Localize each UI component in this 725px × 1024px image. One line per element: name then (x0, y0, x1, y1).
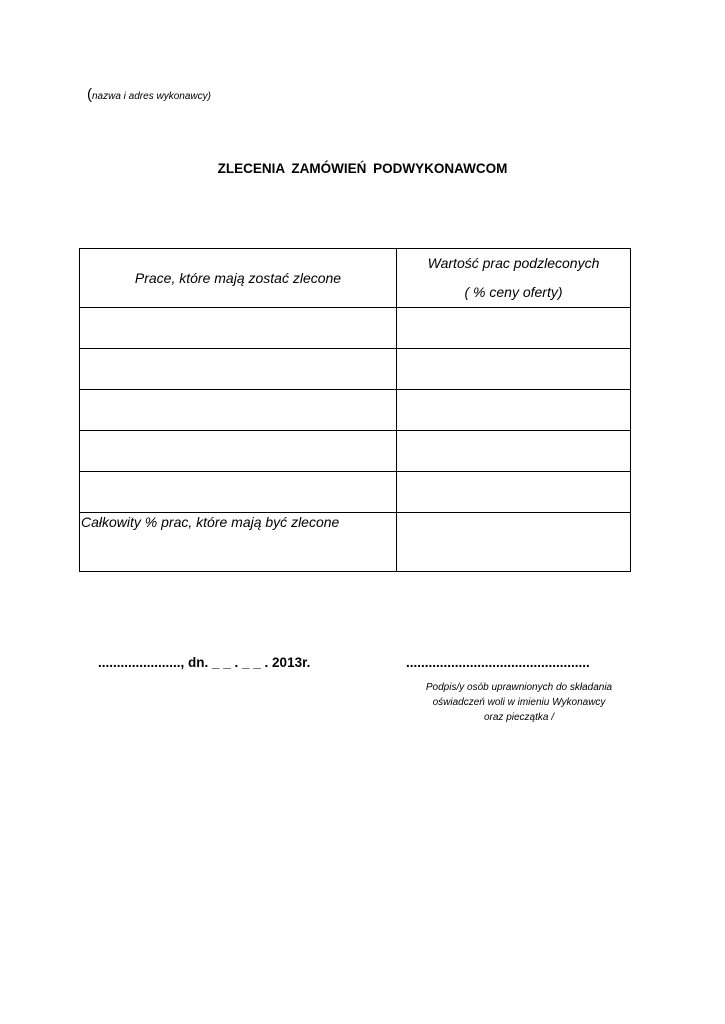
work-cell[interactable] (80, 431, 397, 472)
value-cell[interactable] (397, 349, 631, 390)
contractor-name-address-note (87, 86, 211, 103)
value-cell[interactable] (397, 390, 631, 431)
table-total-row (80, 513, 631, 572)
document-title: ZLECENIA ZAMÓWIEŃ PODWYKONAWCOM (217, 161, 508, 176)
work-cell[interactable] (80, 390, 397, 431)
signature-line: ................................................. (406, 655, 590, 670)
subcontract-table (79, 248, 631, 572)
table-row (80, 308, 631, 349)
value-cell[interactable] (397, 308, 631, 349)
header-value-line1: Wartość prac podzleconych (427, 255, 600, 271)
signature-note-line1: Podpis/y osób uprawnionych do składania (425, 682, 613, 693)
table-row (80, 349, 631, 390)
signature-note (404, 680, 634, 725)
opening-parenthesis: ( (87, 86, 92, 103)
table-header-row (80, 249, 631, 308)
work-cell[interactable] (80, 349, 397, 390)
value-cell[interactable] (397, 431, 631, 472)
work-cell[interactable] (80, 472, 397, 513)
total-value-cell[interactable] (397, 513, 631, 572)
total-label-cell: Całkowity % prac, które mają być zlecone (80, 513, 397, 572)
table-row (80, 431, 631, 472)
header-works-cell: Prace, które mają zostać zlecone (80, 249, 397, 308)
signature-note-line2: oświadczeń woli w imieniu Wykonawcy (432, 697, 606, 708)
work-cell[interactable] (80, 308, 397, 349)
contractor-note-text: nazwa i adres wykonawcy) (92, 91, 211, 102)
place-date-line: ......................, dn. _ _ . _ _ . 2013r. (98, 655, 311, 670)
header-value-cell (397, 249, 631, 308)
table-row (80, 472, 631, 513)
value-cell[interactable] (397, 472, 631, 513)
subcontract-table-container (79, 248, 630, 572)
table-row (80, 390, 631, 431)
header-value-line2: ( % ceny oferty) (464, 284, 563, 300)
signature-note-line3: oraz pieczątka / (483, 712, 555, 723)
